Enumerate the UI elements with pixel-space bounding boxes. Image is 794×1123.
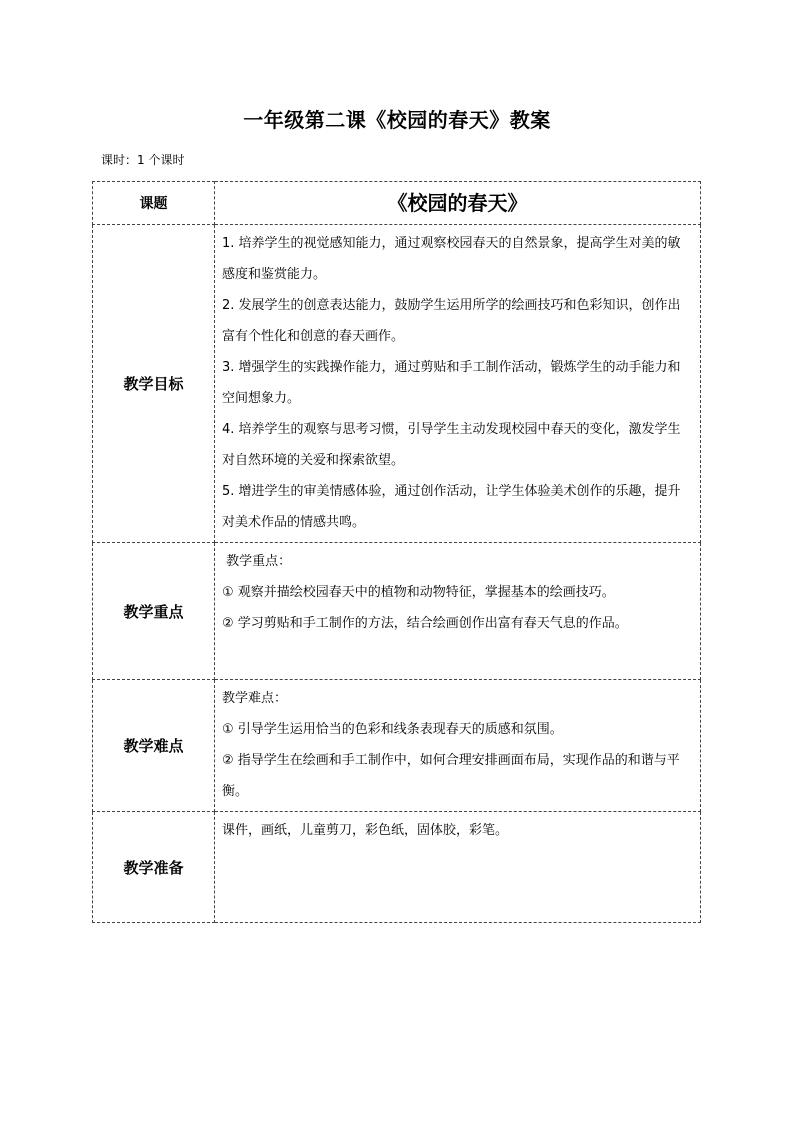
lesson-plan-table xyxy=(92,181,701,923)
difficulties-heading: 教学难点： xyxy=(222,691,288,706)
goal-item: 1. 培养学生的视觉感知能力，通过观察校园春天的自然景象，提高学生对美的敏感度和鉴赏能力。 xyxy=(222,236,681,282)
table-row-goals xyxy=(93,225,701,543)
key-points-heading: 教学重点： xyxy=(222,554,292,569)
table-row-topic xyxy=(93,182,701,225)
key-point-item: ① 观察并描绘校园春天中的植物和动物特征，掌握基本的绘画技巧。 xyxy=(222,585,615,600)
goal-item: 3. 增强学生的实践操作能力，通过剪贴和手工制作活动，锻炼学生的动手能力和空间想象力。 xyxy=(222,360,681,406)
table-row-preparation xyxy=(93,812,701,923)
preparation-cell xyxy=(215,812,701,923)
goals-label: 教学目标 xyxy=(93,225,215,543)
difficulty-item: ② 指导学生在绘画和手工制作中，如何合理安排画面布局，实现作品的和谐与平衡。 xyxy=(222,753,680,799)
difficulties-label: 教学难点 xyxy=(93,680,215,812)
difficulty-item: ① 引导学生运用恰当的色彩和线条表现春天的质感和氛围。 xyxy=(222,722,563,737)
key-point-item: ② 学习剪贴和手工制作的方法，结合绘画创作出富有春天气息的作品。 xyxy=(222,616,628,631)
goals-cell xyxy=(215,225,701,543)
goal-item: 5. 增进学生的审美情感体验，通过创作活动，让学生体验美术创作的乐趣，提升对美术作品的情感共鸣。 xyxy=(222,484,681,530)
key-points-label: 教学重点 xyxy=(93,543,215,680)
preparation-text: 课件，画纸，儿童剪刀，彩色纸，固体胶，彩笔。 xyxy=(222,823,509,838)
preparation-label: 教学准备 xyxy=(93,812,215,923)
lesson-duration: 课时：1 个课时 xyxy=(101,153,185,167)
table-row-difficulties xyxy=(93,680,701,812)
topic-label: 课题 xyxy=(93,182,215,225)
table-row-key-points xyxy=(93,543,701,680)
key-points-cell xyxy=(215,543,701,680)
goal-item: 4. 培养学生的观察与思考习惯，引导学生主动发现校园中春天的变化，激发学生对自然环境的关爱和探索欲望。 xyxy=(222,422,681,468)
topic-value: 《校园的春天》 xyxy=(215,182,701,225)
difficulties-cell xyxy=(215,680,701,812)
goal-item: 2. 发展学生的创意表达能力，鼓励学生运用所学的绘画技巧和色彩知识，创作出富有个性化和创意的春天画作。 xyxy=(222,298,681,344)
document-title: 一年级第二课《校园的春天》教案 xyxy=(243,108,551,132)
